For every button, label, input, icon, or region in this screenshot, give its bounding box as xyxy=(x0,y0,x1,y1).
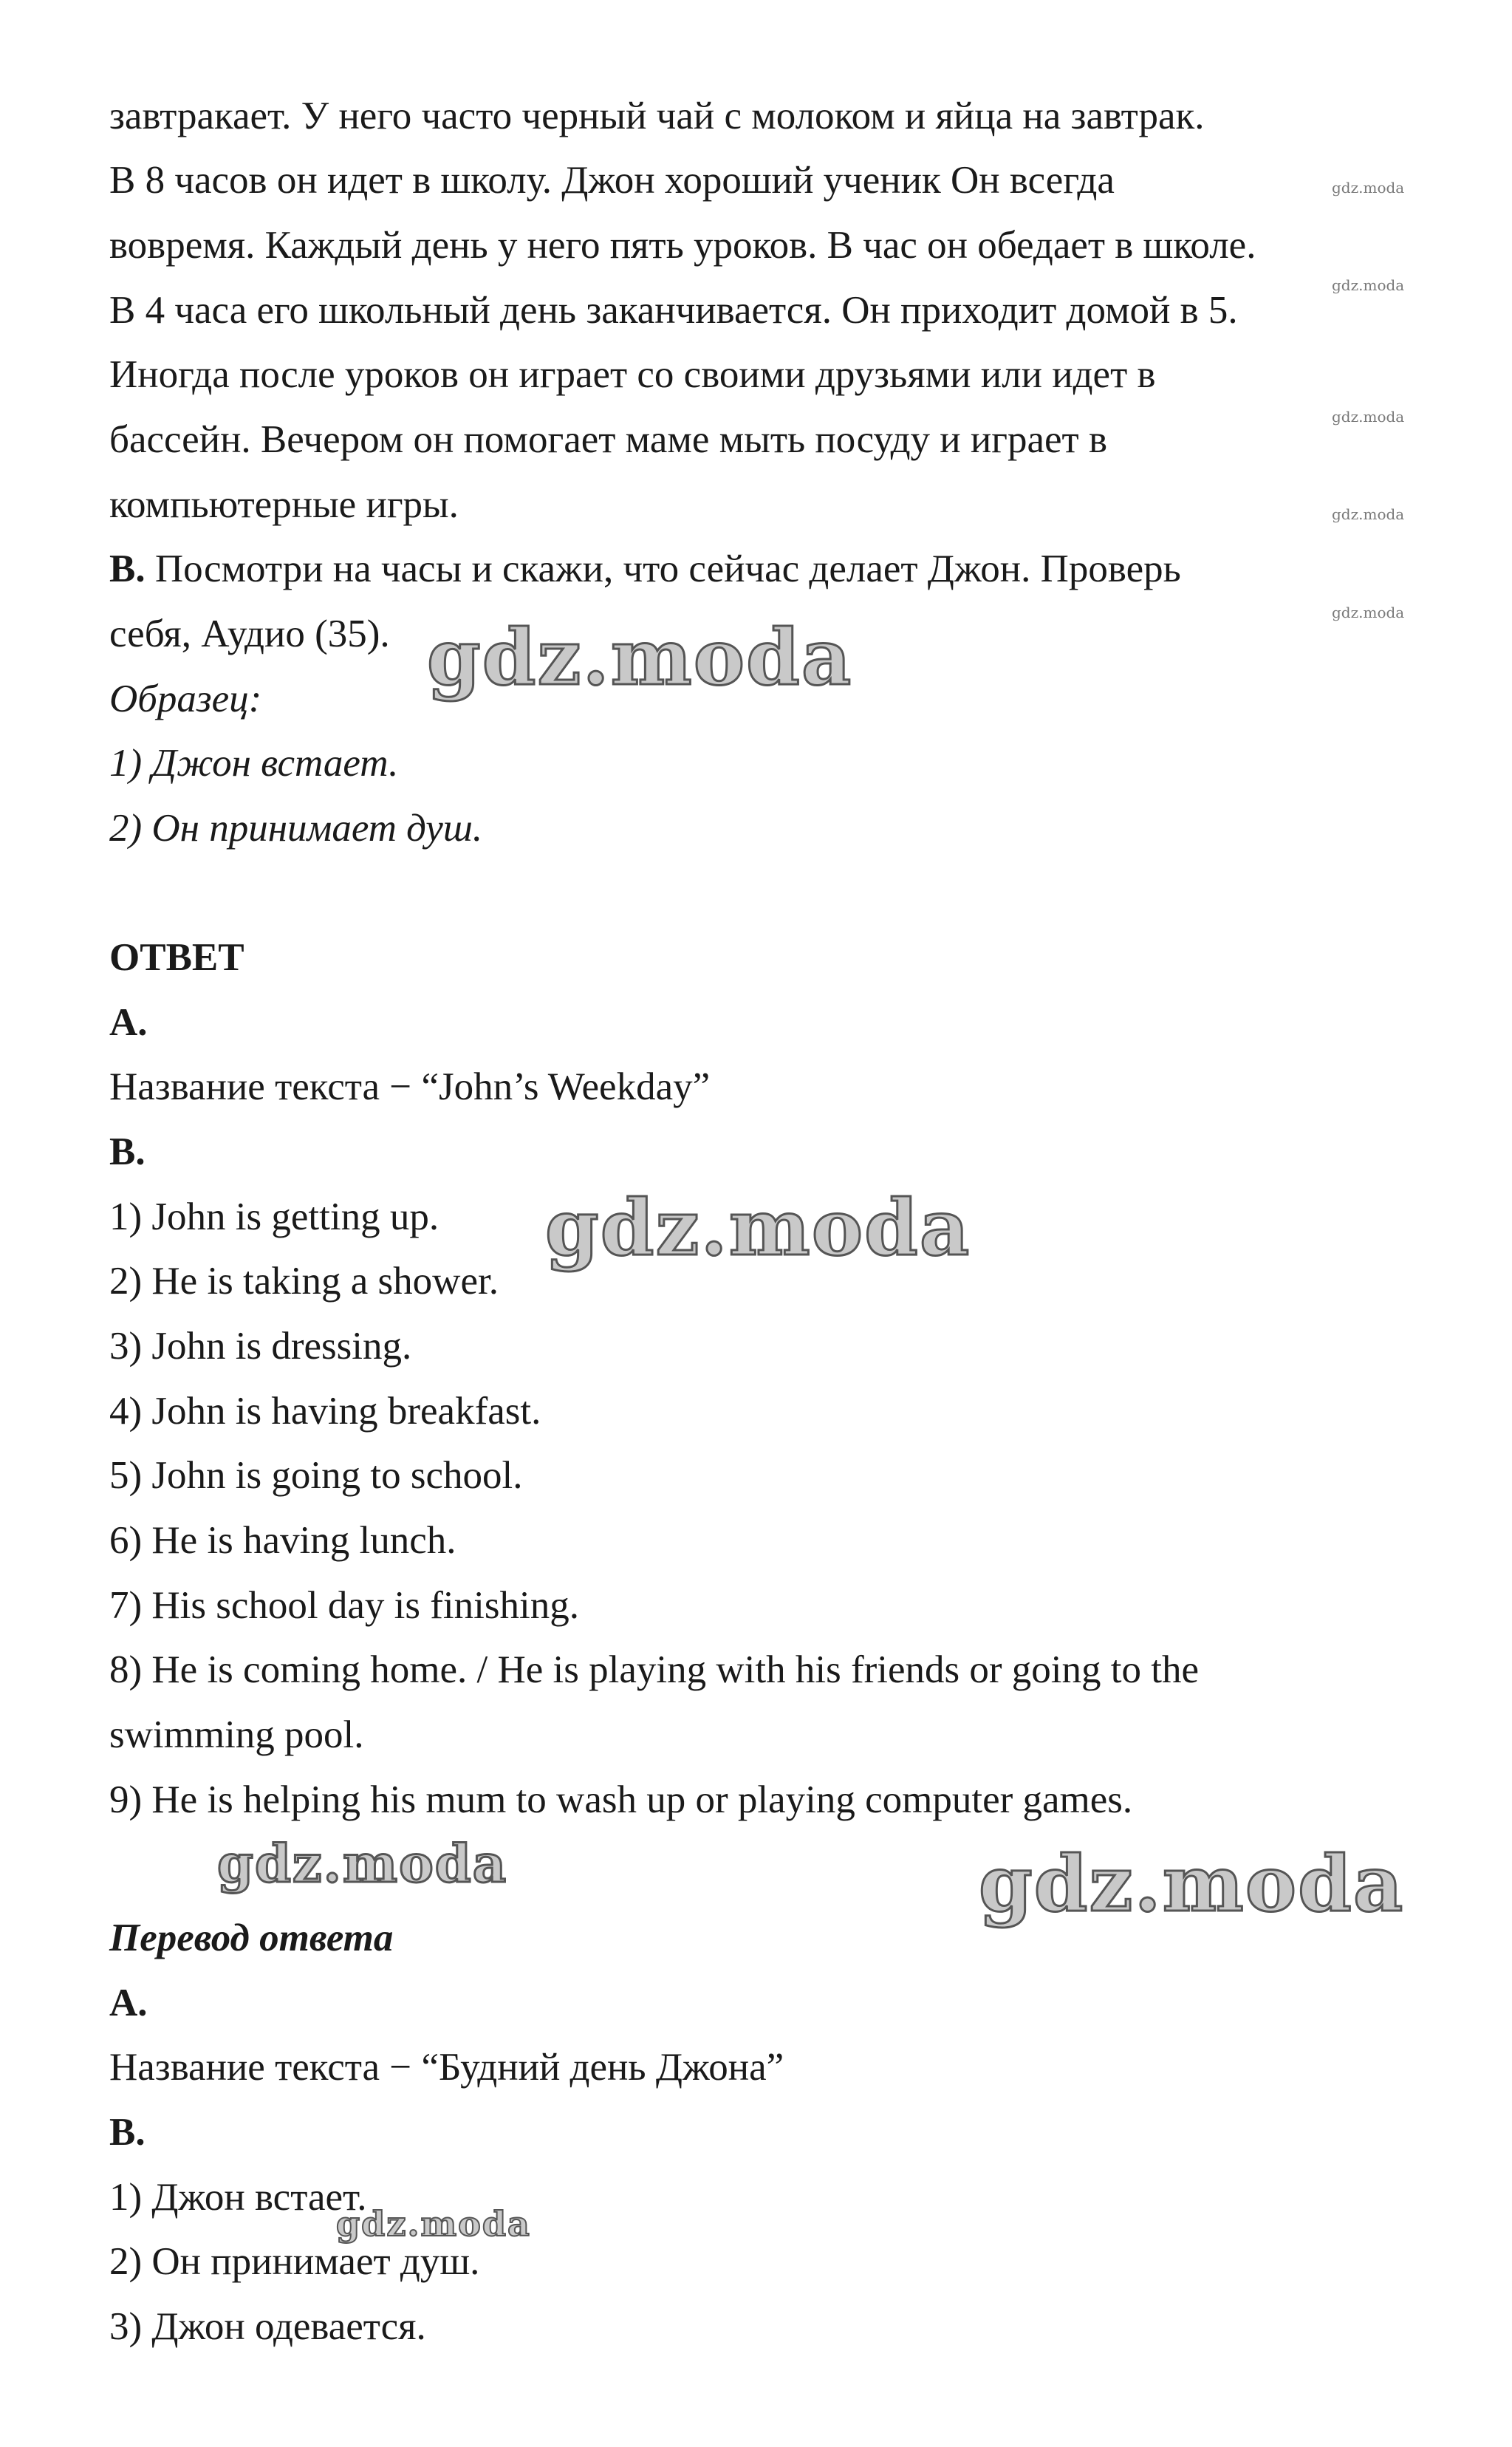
task-text-line: В 8 часов он идет в школу. Джон хороший ученик Он всегда xyxy=(109,159,1115,202)
task-part-b-text: Посмотри на часы и скажи, что сейчас делает Джон. Проверь xyxy=(145,547,1181,590)
translation-part-b-label: В. xyxy=(109,2111,146,2154)
answer-item: swimming pool. xyxy=(109,1713,364,1756)
translation-item: 3) Джон одевается. xyxy=(109,2305,426,2348)
watermark-small: gdz.moda xyxy=(1332,276,1405,294)
task-part-b-line: себя, Аудио (35). xyxy=(109,612,390,655)
translation-heading: Перевод ответа xyxy=(109,1917,394,1959)
task-part-b-line xyxy=(109,545,1181,593)
task-text-line: вовремя. Каждый день у него пять уроков. В час он обедает в школе. xyxy=(109,224,1256,267)
answer-item: 2) He is taking a shower. xyxy=(109,1260,499,1303)
answer-item: 9) He is helping his mum to wash up or playing computer games. xyxy=(109,1778,1133,1821)
answer-item: 8) He is coming home. / He is playing with his friends or going to the xyxy=(109,1648,1199,1691)
watermark-small: gdz.moda xyxy=(1332,408,1405,426)
task-text-line: В 4 часа его школьный день заканчивается. Он приходит домой в 5. xyxy=(109,289,1238,332)
answer-heading: ОТВЕТ xyxy=(109,936,244,979)
watermark: gdz.moda xyxy=(545,1182,971,1273)
task-part-b-label: В. xyxy=(109,547,146,590)
task-text-line: завтракает. У него часто черный чай с молоком и яйца на завтрак. xyxy=(109,95,1205,137)
watermark-small: gdz.moda xyxy=(1332,179,1405,197)
answer-item: 3) John is dressing. xyxy=(109,1325,412,1368)
task-text-line: Иногда после уроков он играет со своими друзьями или идет в xyxy=(109,353,1156,396)
sample-item: 2) Он принимает душ. xyxy=(109,807,483,850)
answer-title-line: Название текста − “John’s Weekday” xyxy=(109,1065,711,1108)
answer-item: 1) John is getting up. xyxy=(109,1195,439,1238)
watermark: gdz.moda xyxy=(979,1838,1405,1929)
answer-item: 7) His school day is finishing. xyxy=(109,1584,579,1627)
translation-item: 2) Он принимает душ. xyxy=(109,2240,480,2283)
task-text-line: компьютерные игры. xyxy=(109,483,459,526)
translation-title-line: Название текста − “Будний день Джона” xyxy=(109,2046,784,2089)
watermark: gdz.moda xyxy=(217,1833,508,1894)
sample-item: 1) Джон встает. xyxy=(109,742,399,785)
answer-item: 4) John is having breakfast. xyxy=(109,1390,541,1433)
watermark: gdz.moda xyxy=(427,612,853,703)
watermark-small: gdz.moda xyxy=(1332,604,1405,621)
answer-part-b-label: B. xyxy=(109,1130,146,1173)
answer-item: 6) He is having lunch. xyxy=(109,1519,456,1562)
answer-part-a-label: A. xyxy=(109,1001,148,1044)
watermark: gdz.moda xyxy=(336,2204,531,2244)
task-text-line: бассейн. Вечером он помогает маме мыть посуду и играет в xyxy=(109,418,1107,461)
translation-item: 1) Джон встает. xyxy=(109,2176,367,2219)
watermark-small: gdz.moda xyxy=(1332,505,1405,523)
answer-item: 5) John is going to school. xyxy=(109,1454,523,1497)
sample-label: Образец: xyxy=(109,678,262,720)
translation-part-a-label: А. xyxy=(109,1982,148,2024)
